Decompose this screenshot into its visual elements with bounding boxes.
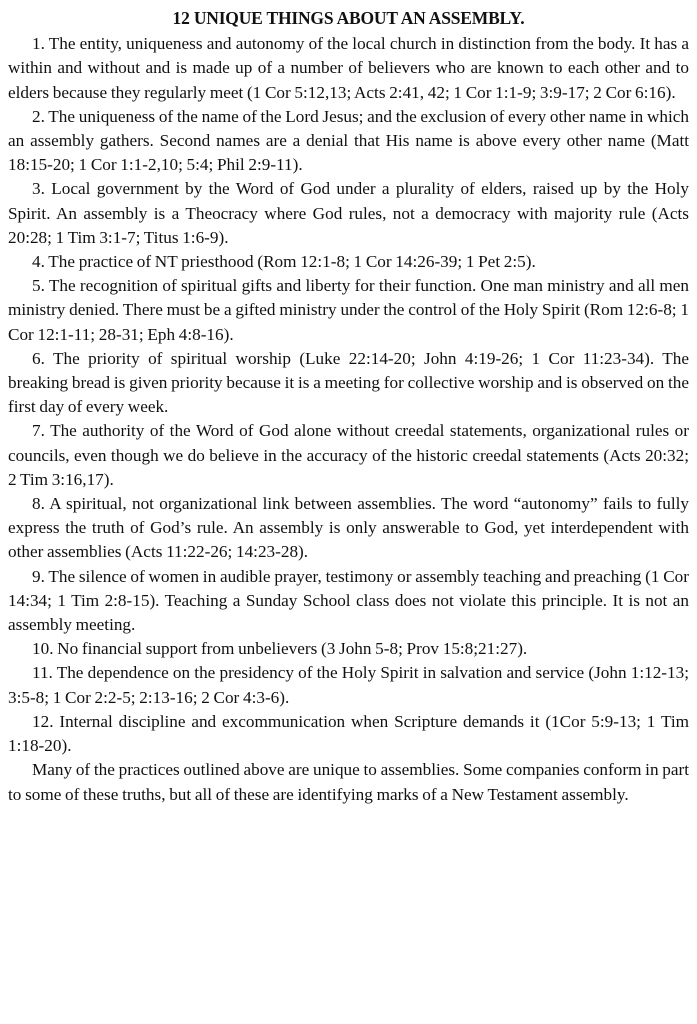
paragraph-8: 8. A spiritual, not organizational link between assemblies. The word “autonomy” fails to fully express the truth of God’s rule. An assembly is only answerable to God, yet interdependent with other assemblies (Acts 11:22-26; 14:23-28).: [8, 494, 689, 562]
closing-paragraph: Many of the practices outlined above are unique to assemblies. Some companies conform in part to some of these truths, but all of these are identifying marks of a New Testament assembly.: [8, 760, 689, 804]
paragraph-5: 5. The recognition of spiritual gifts and liberty for their function. One man ministry and all men ministry denied. There must be a gifted ministry under the control of the Holy Spirit (Rom 12:6-8; 1 Cor 12:1-11; 28-31; Eph 4:8-16).: [8, 276, 689, 344]
document-title: 12 UNIQUE THINGS ABOUT AN ASSEMBLY.: [172, 8, 525, 28]
paragraph-2: 2. The uniqueness of the name of the Lord Jesus; and the exclusion of every other name in which an assembly gathers. Second names are a denial that His name is above every other name (Matt 18:15-20; 1 Cor 1:1-2,10; 5:4; Phil 2:9-11).: [8, 106, 689, 175]
paragraph-11: 11. The dependence on the presidency of the Holy Spirit in salvation and service (John 1:12-13; 3:5-8; 1 Cor 2:2-5; 2:13-16; 2 Cor 4:3-6).: [8, 663, 689, 707]
paragraph-4: 4. The practice of NT priesthood (Rom 12:1-8; 1 Cor 14:26-39; 1 Pet 2:5).: [32, 252, 536, 272]
paragraph-12: 12. Internal discipline and excommunication when Scripture demands it (1Cor 5:9-13; 1 Tim 1:18-20).: [8, 711, 689, 756]
paragraph-10: 10. No financial support from unbelievers (3 John 5-8; Prov 15:8;21:27).: [32, 639, 528, 659]
paragraph-6: 6. The priority of spiritual worship (Luke 22:14-20; John 4:19-26; 1 Cor 11:23-34). The breaking bread is given priority because it is a meeting for collective worship and is observed on the first day of every week.: [8, 348, 689, 417]
paragraph-7: 7. The authority of the Word of God alone without creedal statements, organizational rules or councils, even though we do believe in the accuracy of the historic creedal statements (Acts 20:32; 2 Tim 3:16,17).: [8, 421, 689, 489]
document-page: [8, 6, 689, 807]
paragraph-9: 9. The silence of women in audible prayer, testimony or assembly teaching and preaching (1 Cor 14:34; 1 Tim 2:8-15). Teaching a Sunday School class does not violate this principle. It is not an assembly meeting.: [8, 566, 689, 635]
paragraph-1: 1. The entity, uniqueness and autonomy of the local church in distinction from the body. It has a within and without and is made up of a number of believers who are known to each other and to elders because they regularly meet (1 Cor 5:12,13; Acts 2:41, 42; 1 Cor 1:1-9; 3:9-17; 2 Cor 6:16).: [8, 34, 689, 102]
paragraph-3: 3. Local government by the Word of God under a plurality of elders, raised up by the Holy Spirit. An assembly is a Theocracy where God rules, not a democracy with majority rule (Acts 20:28; 1 Tim 3:1-7; Titus 1:6-9).: [8, 179, 689, 247]
